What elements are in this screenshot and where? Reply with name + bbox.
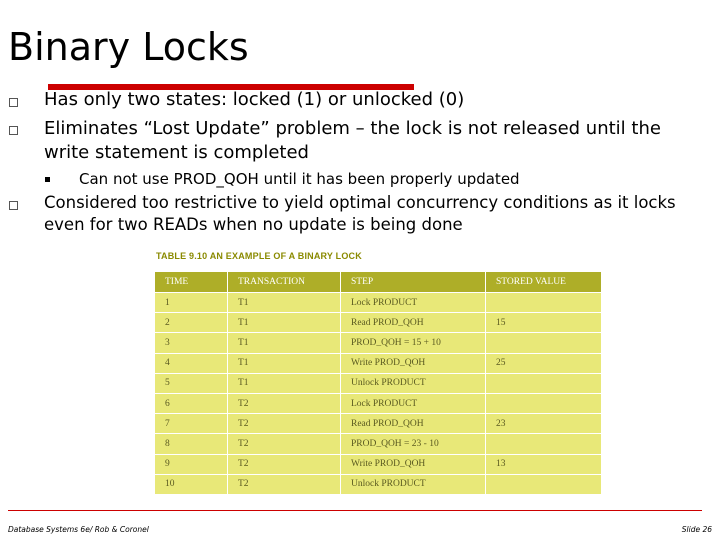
bullet-text: Considered too restrictive to yield optimal concurrency conditions as it locks even for two READs when no update is being done bbox=[44, 193, 676, 234]
binary-lock-table bbox=[155, 272, 601, 494]
bullet-marker bbox=[9, 201, 18, 210]
header-step: STEP bbox=[341, 272, 486, 293]
sub-bullet-marker bbox=[45, 177, 50, 182]
cell-step: PROD_QOH = 15 + 10 bbox=[341, 333, 486, 353]
table-row bbox=[155, 454, 601, 474]
bullet-text: Has only two states: locked (1) or unlocked (0) bbox=[44, 89, 465, 110]
cell-stored-value: 25 bbox=[486, 353, 602, 373]
slide-title: Binary Locks bbox=[8, 25, 249, 69]
table-row bbox=[155, 293, 601, 313]
footer-citation: Database Systems 6e/ Rob & Coronel bbox=[8, 525, 149, 534]
table-row bbox=[155, 474, 601, 494]
cell-transaction: T1 bbox=[228, 313, 341, 333]
cell-transaction: T1 bbox=[228, 293, 341, 313]
table-row bbox=[155, 393, 601, 413]
cell-step: PROD_QOH = 23 - 10 bbox=[341, 434, 486, 454]
cell-transaction: T2 bbox=[228, 414, 341, 434]
cell-step: Write PROD_QOH bbox=[341, 353, 486, 373]
bullet-marker bbox=[9, 98, 18, 107]
cell-stored-value bbox=[486, 434, 602, 454]
cell-time: 8 bbox=[155, 434, 228, 454]
header-stored-value: STORED VALUE bbox=[486, 272, 602, 293]
cell-step: Read PROD_QOH bbox=[341, 313, 486, 333]
bullet-marker bbox=[9, 126, 18, 135]
cell-step: Lock PRODUCT bbox=[341, 293, 486, 313]
table-row bbox=[155, 373, 601, 393]
cell-stored-value bbox=[486, 333, 602, 353]
binary-lock-table-figure bbox=[155, 248, 601, 495]
cell-transaction: T1 bbox=[228, 333, 341, 353]
cell-transaction: T2 bbox=[228, 474, 341, 494]
cell-step: Unlock PRODUCT bbox=[341, 474, 486, 494]
cell-time: 6 bbox=[155, 393, 228, 413]
table-row bbox=[155, 313, 601, 333]
cell-time: 7 bbox=[155, 414, 228, 434]
cell-stored-value: 15 bbox=[486, 313, 602, 333]
cell-stored-value bbox=[486, 373, 602, 393]
table-title: TABLE 9.10 AN EXAMPLE OF A BINARY LOCK bbox=[156, 251, 362, 261]
cell-stored-value bbox=[486, 474, 602, 494]
cell-transaction: T2 bbox=[228, 454, 341, 474]
cell-transaction: T1 bbox=[228, 373, 341, 393]
header-time: TIME bbox=[155, 272, 228, 293]
table-row bbox=[155, 414, 601, 434]
table-header-row bbox=[155, 272, 601, 293]
sub-bullet-text: Can not use PROD_QOH until it has been properly updated bbox=[79, 170, 520, 188]
cell-time: 10 bbox=[155, 474, 228, 494]
bullet-text: Eliminates “Lost Update” problem – the lock is not released until the write statement is completed bbox=[44, 118, 661, 163]
cell-time: 5 bbox=[155, 373, 228, 393]
cell-step: Read PROD_QOH bbox=[341, 414, 486, 434]
table-row bbox=[155, 434, 601, 454]
cell-transaction: T2 bbox=[228, 393, 341, 413]
cell-transaction: T2 bbox=[228, 434, 341, 454]
cell-time: 2 bbox=[155, 313, 228, 333]
cell-time: 4 bbox=[155, 353, 228, 373]
cell-stored-value bbox=[486, 293, 602, 313]
cell-stored-value bbox=[486, 393, 602, 413]
cell-stored-value: 13 bbox=[486, 454, 602, 474]
header-transaction: TRANSACTION bbox=[228, 272, 341, 293]
footer-rule bbox=[8, 510, 702, 511]
slide-number: Slide 26 bbox=[681, 525, 712, 534]
cell-time: 3 bbox=[155, 333, 228, 353]
cell-transaction: T1 bbox=[228, 353, 341, 373]
cell-step: Lock PRODUCT bbox=[341, 393, 486, 413]
cell-step: Unlock PRODUCT bbox=[341, 373, 486, 393]
cell-stored-value: 23 bbox=[486, 414, 602, 434]
cell-time: 1 bbox=[155, 293, 228, 313]
cell-step: Write PROD_QOH bbox=[341, 454, 486, 474]
table-row bbox=[155, 333, 601, 353]
cell-time: 9 bbox=[155, 454, 228, 474]
table-row bbox=[155, 353, 601, 373]
